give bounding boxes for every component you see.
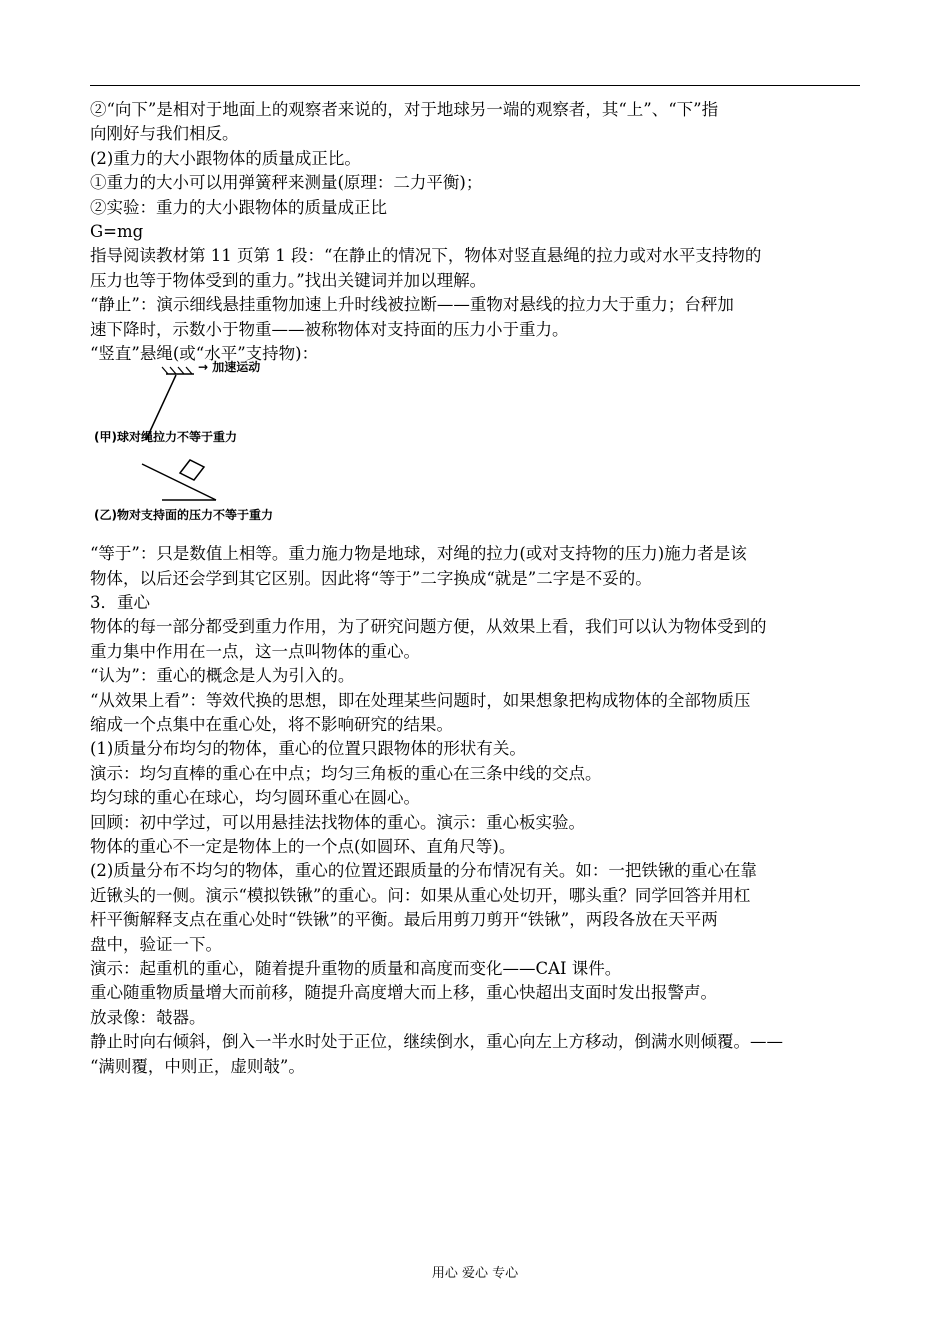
header-rule	[90, 85, 860, 86]
text-line: 速下降时，示数小于物重——被称物体对支持面的压力小于重力。	[90, 319, 569, 339]
text-line: 演示：均匀直棒的重心在中点；均匀三角板的重心在三条中线的交点。	[90, 763, 602, 783]
text-line: (1)质量分布均匀的物体，重心的位置只跟物体的形状有关。	[90, 739, 526, 759]
text-line: “等于”：只是数值上相等。重力施力物是地球，对绳的拉力(或对支持物的压力)施力者是该	[90, 544, 747, 564]
block-shape	[180, 460, 204, 480]
caption-b: (乙)物对支持面的压力不等于重力	[94, 508, 273, 523]
caption-a: (甲)球对绳拉力不等于重力	[94, 430, 237, 445]
text-line: 均匀球的重心在球心，均匀圆环重心在圆心。	[90, 788, 420, 808]
acceleration-label: → 加速运动	[198, 360, 261, 375]
text-line: 近锹头的一侧。演示“模拟铁锹”的重心。问：如果从重心处切开，哪头重？同学回答并用杠	[90, 885, 751, 905]
text-line: 压力也等于物体受到的重力。”找出关键词并加以理解。	[90, 270, 487, 290]
text-line: 指导阅读教材第 11 页第 1 段：“在静止的情况下，物体对竖直悬绳的拉力或对水平支持物的	[90, 246, 762, 266]
text-line: 放录像：攲器。	[90, 1007, 206, 1027]
text-line: ①重力的大小可以用弹簧秤来测量(原理：二力平衡)；	[90, 173, 483, 193]
formula-line: G=mg	[90, 221, 144, 241]
text-line: ②“向下”是相对于地面上的观察者来说的，对于地球另一端的观察者，其“上”、“下”指	[90, 100, 719, 119]
text-line: “竖直”悬绳(或“水平”支持物)：	[90, 343, 319, 363]
text-line: 向刚好与我们相反。	[90, 124, 239, 144]
text-line: 重心随重物质量增大而前移，随提升高度增大而上移，重心快超出支面时发出报警声。	[90, 983, 717, 1003]
text-line: ②实验：重力的大小跟物体的质量成正比	[90, 197, 387, 217]
text-line: 重力集中作用在一点，这一点叫物体的重心。	[90, 641, 420, 661]
text-line: 杆平衡解释支点在重心处时“铁锹”的平衡。最后用剪刀剪开“铁锹”，两段各放在天平两	[90, 910, 718, 930]
section-heading: 3．重心	[90, 593, 150, 613]
text-line: “认为”：重心的概念是人为引入的。	[90, 666, 355, 686]
text-line: 演示：起重机的重心，随着提升重物的质量和高度而变化——CAI 课件。	[90, 958, 622, 978]
text-line: 物体的重心不一定是物体上的一个点(如圆环、直角尺等)。	[90, 836, 516, 856]
text-line: 回顾：初中学过，可以用悬挂法找物体的重心。演示：重心板实验。	[90, 812, 585, 832]
text-line: “满则覆，中则正，虚则攲”。	[90, 1056, 305, 1076]
force-diagram	[90, 360, 860, 542]
text-line: 物体，以后还会学到其它区别。因此将“等于”二字换成“就是”二字是不妥的。	[90, 568, 652, 588]
text-line: “静止”：演示细线悬挂重物加速上升时线被拉断——重物对悬线的拉力大于重力；台秤加	[90, 295, 734, 315]
document-body	[90, 98, 860, 1079]
page-footer: 用心 爱心 专心	[431, 1266, 519, 1281]
text-line: 盘中，验证一下。	[90, 934, 222, 954]
text-line: “从效果上看”：等效代换的思想，即在处理某些问题时，如果想象把构成物体的全部物质压	[90, 690, 751, 710]
incline-line	[142, 464, 216, 500]
text-line: (2)质量分布不均匀的物体，重心的位置还跟质量的分布情况有关。如：一把铁锹的重心在靠	[90, 861, 757, 881]
text-line: 物体的每一部分都受到重力作用，为了研究问题方便，从效果上看，我们可以认为物体受到的	[90, 617, 767, 637]
text-line: 静止时向右倾斜，倒入一半水时处于正位，继续倒水，重心向左上方移动，倒满水则倾覆。——	[90, 1032, 783, 1052]
text-line: 缩成一个点集中在重心处，将不影响研究的结果。	[90, 715, 453, 735]
text-line: (2)重力的大小跟物体的质量成正比。	[90, 148, 361, 168]
